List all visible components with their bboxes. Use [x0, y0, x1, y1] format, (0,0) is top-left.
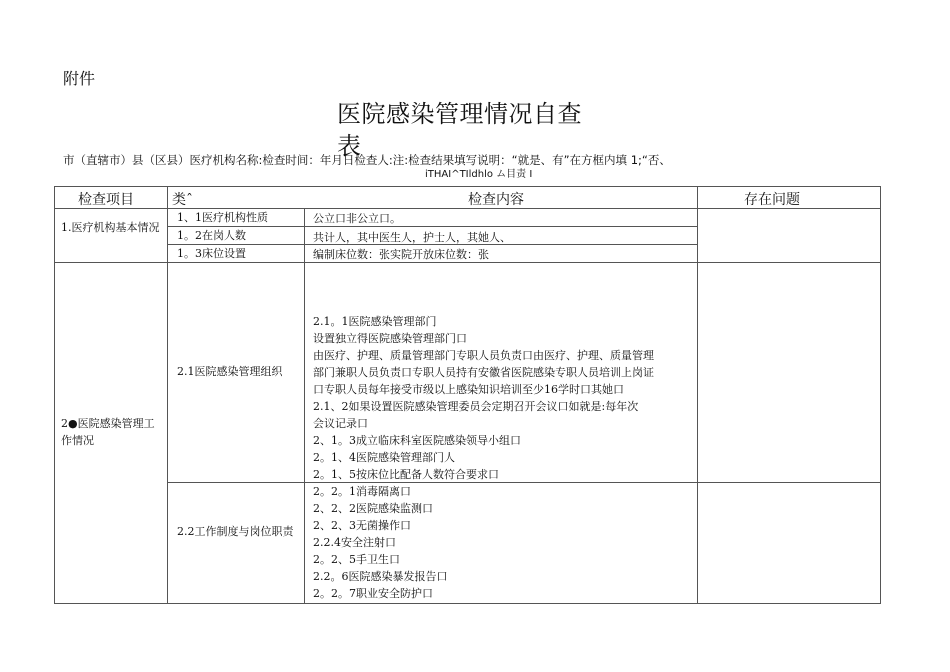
header-item: 检查项目 — [78, 192, 134, 208]
content-line: 2、2、2医院感染监测口 — [313, 502, 433, 515]
content-line: 2.2.4安全注射口 — [313, 536, 396, 549]
content-line: 2.1、2如果设置医院感染管理委员会定期召开会议口如就是:每年次 — [313, 400, 639, 413]
content-line: 2.1。1医院感染管理部门 — [313, 315, 437, 328]
content-line: 2。2、5手卫生口 — [313, 553, 400, 566]
section2-item: 2●医院感染管理工作情况 — [61, 417, 155, 447]
content-line: 2。1、4医院感染管理部门人 — [313, 451, 455, 464]
header-issues: 存在问题 — [744, 192, 800, 208]
form-info-line: 市（直辖市）县（区县）医疗机构名称:检查时间：年月日检查人:注:检查结果填写说明：“就是、有”在方框内填 1;“否、 — [63, 153, 671, 167]
table-border-left — [54, 186, 55, 604]
content-line: 口专职人员每年接受市级以上感染知识培训至少16学时口其她口 — [313, 383, 624, 396]
section1-content-1: 公立口非公立口。 — [313, 212, 401, 225]
section2-group1-category: 2.1医院感染管理组织 — [177, 365, 283, 378]
section2-group2-category: 2.2工作制度与岗位职责 — [177, 525, 294, 538]
content-line: 会议记录口 — [313, 417, 368, 430]
section1-item: 1.医疗机构基本情况 — [61, 221, 160, 234]
page-title-continued: 表 — [337, 132, 361, 160]
table-column-rule — [304, 208, 305, 604]
content-line: 2、1。3成立临床科室医院感染领导小组口 — [313, 434, 521, 447]
page-title: 医院感染管理情况自查 — [337, 100, 582, 128]
table-rule — [167, 226, 697, 227]
content-line: 2。1、5按床位比配备人数符合要求口 — [313, 468, 499, 481]
section1-category-2: 1。2在岗人数 — [177, 229, 246, 242]
content-line: 2、2、3无菌操作口 — [313, 519, 411, 532]
section1-category-1: 1、1医疗机构性质 — [177, 211, 268, 224]
section2-group1-content — [313, 313, 693, 483]
table-column-rule — [697, 186, 698, 604]
table-column-rule — [167, 186, 168, 604]
attachment-label: 附件 — [63, 69, 96, 88]
content-line: 2。2。1消毒隔离口 — [313, 485, 411, 498]
content-line: 部门兼职人员负责口专职人员持有安徽省医院感染专职人员培训上岗证 — [313, 366, 654, 379]
section1-content-3: 编制床位数：张实院开放床位数：张 — [313, 248, 489, 261]
header-content: 检查内容 — [468, 192, 524, 208]
section1-category-3: 1。3床位设置 — [177, 247, 246, 260]
header-category: 类ˆ — [172, 192, 193, 208]
content-line: 2.2。6医院感染暴发报告口 — [313, 570, 448, 583]
table-border-right — [880, 186, 881, 604]
content-line: 由医疗、护理、质量管理部门专职人员负责口由医疗、护理、质量管理 — [313, 349, 654, 362]
form-info-line-garbled: iTHAI^TIldhlo ム目责 I — [425, 169, 533, 180]
table-border-bottom — [54, 603, 881, 604]
content-line: 设置独立得医院感染管理部门口 — [313, 332, 467, 345]
self-check-table — [54, 186, 881, 604]
section1-content-2: 共计人，其中医生人，护士人，其她人、 — [313, 231, 511, 244]
table-border-top — [54, 186, 881, 187]
content-line: 2。2。7职业安全防护口 — [313, 587, 433, 600]
section2-group2-content — [313, 483, 693, 602]
